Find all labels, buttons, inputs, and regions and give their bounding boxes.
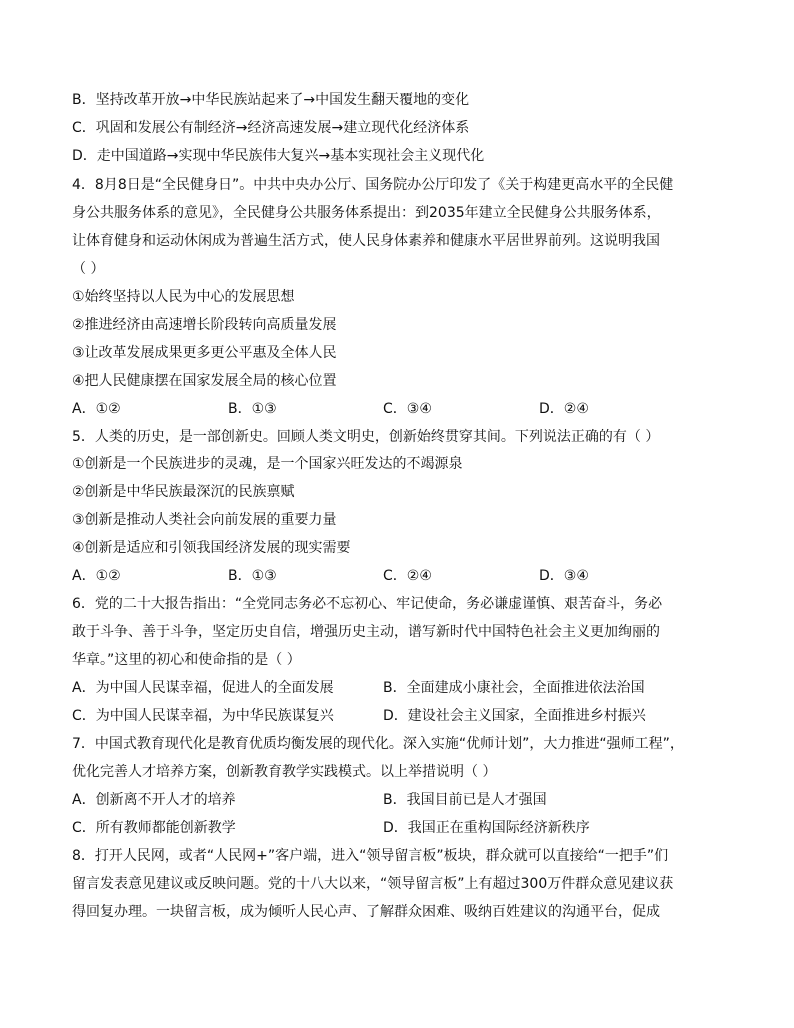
- option-line-d: D．走中国道路→实现中华民族伟大复兴→基本实现社会主义现代化: [72, 148, 485, 164]
- q5-option-b: B．①③: [228, 568, 277, 584]
- question-8-text-line-3: 得回复办理。一块留言板，成为倾听人民心声、了解群众困难、吸纳百姓建议的沟通平台，促成: [72, 904, 660, 920]
- q6-option-a: A．为中国人民谋幸福，促进人的全面发展: [72, 680, 334, 696]
- question-7-text-line-1: 7．中国式教育现代化是教育优质均衡发展的现代化。深入实施“优师计划”，大力推进“强师工程”，: [72, 736, 684, 752]
- question-4-text-line-1: 4．8月8日是“全民健身日”。中共中央办公厅、国务院办公厅印发了《关于构建更高水平的全民健: [72, 177, 674, 193]
- q6-option-c: C．为中国人民谋幸福，为中华民族谋复兴: [72, 708, 334, 724]
- statement-2: ②创新是中华民族最深沉的民族禀赋: [72, 484, 295, 500]
- question-4-text-line-3: 让体育健身和运动休闲成为普遍生活方式，使人民身体素养和健康水平居世界前列。这说明我国: [72, 233, 660, 249]
- question-8-text-line-2: 留言发表意见建议或反映问题。党的十八大以来，“领导留言板”上有超过300万件群众意见建议获: [72, 876, 674, 892]
- statement-3: ③让改革发展成果更多更公平惠及全体人民: [72, 345, 337, 361]
- question-6-text-line-2: 敢于斗争、善于斗争，坚定历史自信，增强历史主动，谱写新时代中国特色社会主义更加绚丽的: [72, 624, 660, 640]
- q4-option-c: C．③④: [383, 401, 432, 417]
- q4-option-a: A．①②: [72, 401, 121, 417]
- statement-2: ②推进经济由高速增长阶段转向高质量发展: [72, 317, 337, 333]
- q6-option-d: D．建设社会主义国家，全面推进乡村振兴: [383, 708, 646, 724]
- q7-option-c: C．所有教师都能创新教学: [72, 820, 236, 836]
- question-4-bracket: （ ）: [72, 261, 105, 277]
- q7-option-a: A．创新离不开人才的培养: [72, 792, 236, 808]
- statement-4: ④把人民健康摆在国家发展全局的核心位置: [72, 373, 337, 389]
- question-4-text-line-2: 身公共服务体系的意见》，全民健身公共服务体系提出：到2035年建立全民健身公共服务体系，: [72, 205, 661, 221]
- question-6-text-line-1: 6．党的二十大报告指出：“全党同志务必不忘初心、牢记使命，务必谦虚谨慎、艰苦奋斗，务必: [72, 596, 663, 612]
- option-line-b: B．坚持改革开放→中华民族站起来了→中国发生翻天覆地的变化: [72, 92, 470, 108]
- question-5-text: 5．人类的历史，是一部创新史。回顾人类文明史，创新始终贯穿其间。下列说法正确的有（ ）: [72, 429, 660, 445]
- statement-3: ③创新是推动人类社会向前发展的重要力量: [72, 512, 337, 528]
- q5-option-a: A．①②: [72, 568, 121, 584]
- option-line-c: C．巩固和发展公有制经济→经济高速发展→建立现代化经济体系: [72, 120, 470, 136]
- q5-option-c: C．②④: [383, 568, 432, 584]
- question-6-text-line-3: 华章。”这里的初心和使命指的是（ ）: [72, 652, 301, 668]
- q5-option-d: D．③④: [539, 568, 589, 584]
- q4-option-b: B．①③: [228, 401, 277, 417]
- statement-1: ①创新是一个民族进步的灵魂，是一个国家兴旺发达的不竭源泉: [72, 456, 463, 472]
- q4-option-d: D．②④: [539, 401, 589, 417]
- q7-option-d: D．我国正在重构国际经济新秩序: [383, 820, 590, 836]
- question-7-text-line-2: 优化完善人才培养方案，创新教育教学实践模式。以上举措说明（ ）: [72, 764, 497, 780]
- statement-4: ④创新是适应和引领我国经济发展的现实需要: [72, 540, 351, 556]
- question-8-text-line-1: 8．打开人民网，或者“人民网+”客户端，进入“领导留言板”板块，群众就可以直接给“一把手”们: [72, 848, 669, 864]
- q6-option-b: B．全面建成小康社会，全面推进依法治国: [383, 680, 645, 696]
- statement-1: ①始终坚持以人民为中心的发展思想: [72, 289, 295, 305]
- q7-option-b: B．我国目前已是人才强国: [383, 792, 547, 808]
